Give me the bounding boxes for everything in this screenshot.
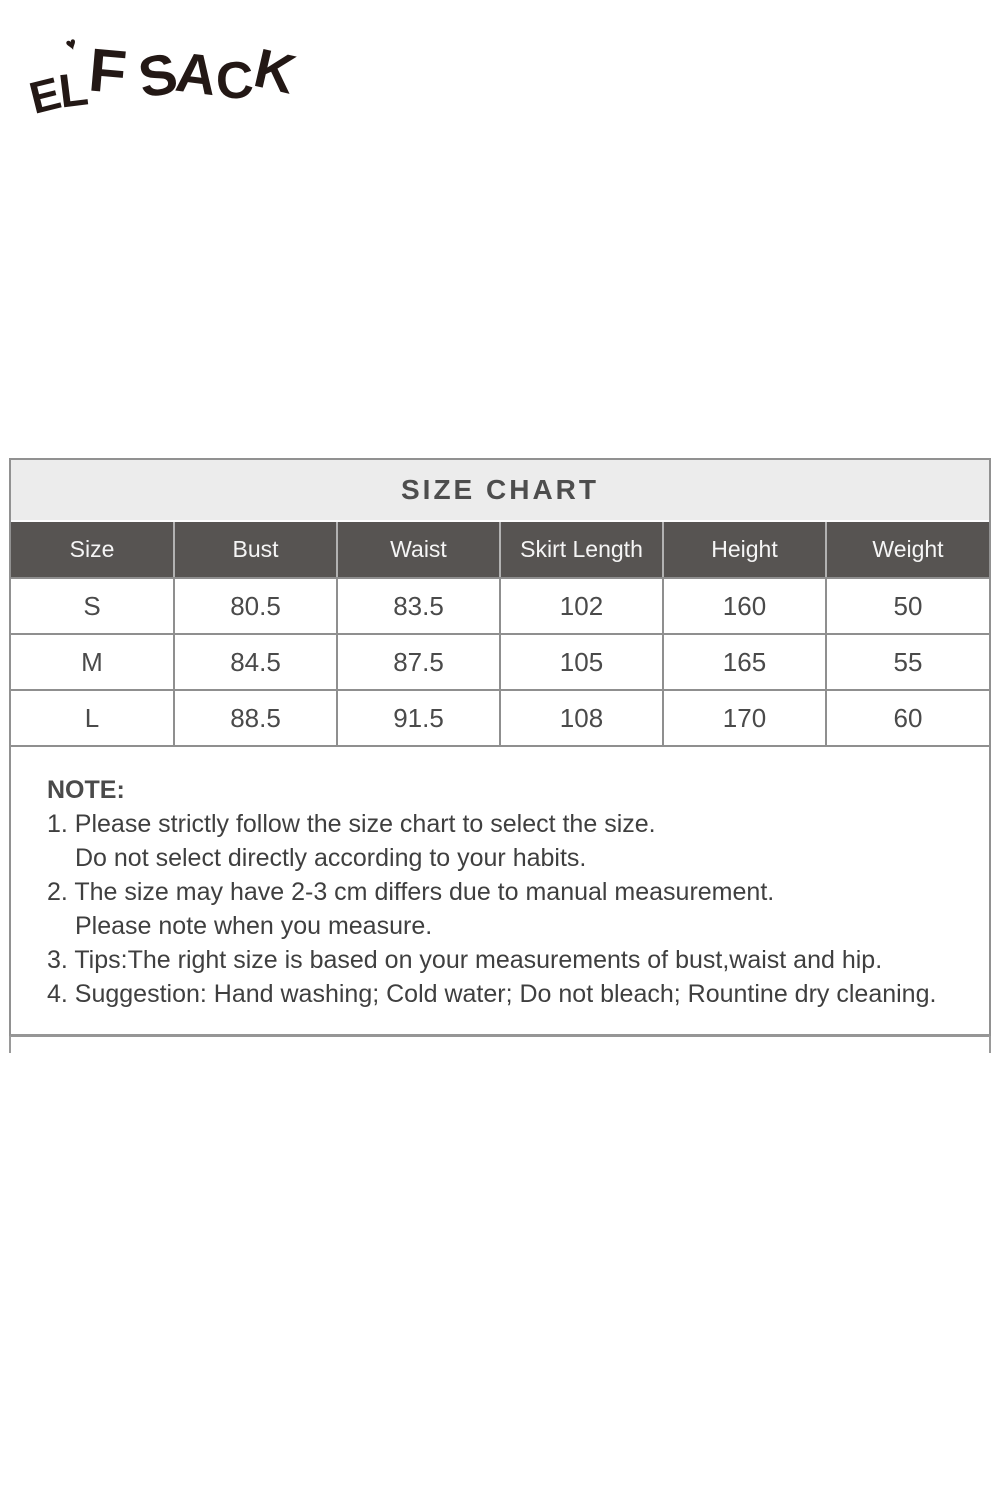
table-cell: 84.5 xyxy=(174,634,337,690)
column-header-skirt-length: Skirt Length xyxy=(500,522,663,578)
table-cell: 91.5 xyxy=(337,690,500,746)
size-chart-table xyxy=(11,522,989,747)
logo-letter: A xyxy=(172,39,221,108)
table-header xyxy=(11,522,989,578)
column-header-bust: Bust xyxy=(174,522,337,578)
note-line: 4. Suggestion: Hand washing; Cold water; Do not bleach; Rountine dry cleaning. xyxy=(47,980,937,1008)
border-stub xyxy=(989,1036,991,1053)
table-cell: 170 xyxy=(663,690,826,746)
table-cell: 83.5 xyxy=(337,578,500,634)
note-line: 1. Please strictly follow the size chart to select the size. xyxy=(47,810,656,838)
logo-letter: F xyxy=(85,35,129,107)
table-cell: 108 xyxy=(500,690,663,746)
table-cell: 55 xyxy=(826,634,989,690)
table-cell: 105 xyxy=(500,634,663,690)
column-header-waist: Waist xyxy=(337,522,500,578)
size-chart-panel xyxy=(9,458,991,1037)
border-stub xyxy=(9,1036,11,1053)
table-cell: 160 xyxy=(663,578,826,634)
column-header-weight: Weight xyxy=(826,522,989,578)
table-cell: 88.5 xyxy=(174,690,337,746)
note-line: 2. The size may have 2-3 cm differs due to manual measurement. xyxy=(47,878,775,906)
logo-letter: C xyxy=(214,51,256,111)
table-cell: 80.5 xyxy=(174,578,337,634)
table-row-l xyxy=(11,690,989,746)
logo-letter: S xyxy=(133,41,183,111)
size-chart-title: SIZE CHART xyxy=(11,460,989,522)
note-line: Please note when you measure. xyxy=(75,912,433,940)
logo-letter: K xyxy=(248,36,302,106)
table-cell: 50 xyxy=(826,578,989,634)
table-cell: L xyxy=(11,690,174,746)
table-cell: 87.5 xyxy=(337,634,500,690)
notes-heading: NOTE: xyxy=(47,776,125,804)
table-body xyxy=(11,578,989,746)
header-row xyxy=(11,522,989,578)
logo-letter: E xyxy=(24,67,66,124)
note-line: 3. Tips:The right size is based on your measurements of bust,waist and hip. xyxy=(47,946,883,974)
table-cell: 102 xyxy=(500,578,663,634)
heart-icon: ♥ xyxy=(63,32,80,56)
table-cell: 60 xyxy=(826,690,989,746)
brand-logo xyxy=(24,32,302,129)
column-header-size: Size xyxy=(11,522,174,578)
table-cell: 165 xyxy=(663,634,826,690)
note-line: Do not select directly according to your habits. xyxy=(75,844,587,872)
logo-letter: L xyxy=(55,61,91,118)
table-row-m xyxy=(11,634,989,690)
column-header-height: Height xyxy=(663,522,826,578)
table-cell: M xyxy=(11,634,174,690)
table-cell: S xyxy=(11,578,174,634)
notes-section xyxy=(11,747,989,1011)
table-row-s xyxy=(11,578,989,634)
